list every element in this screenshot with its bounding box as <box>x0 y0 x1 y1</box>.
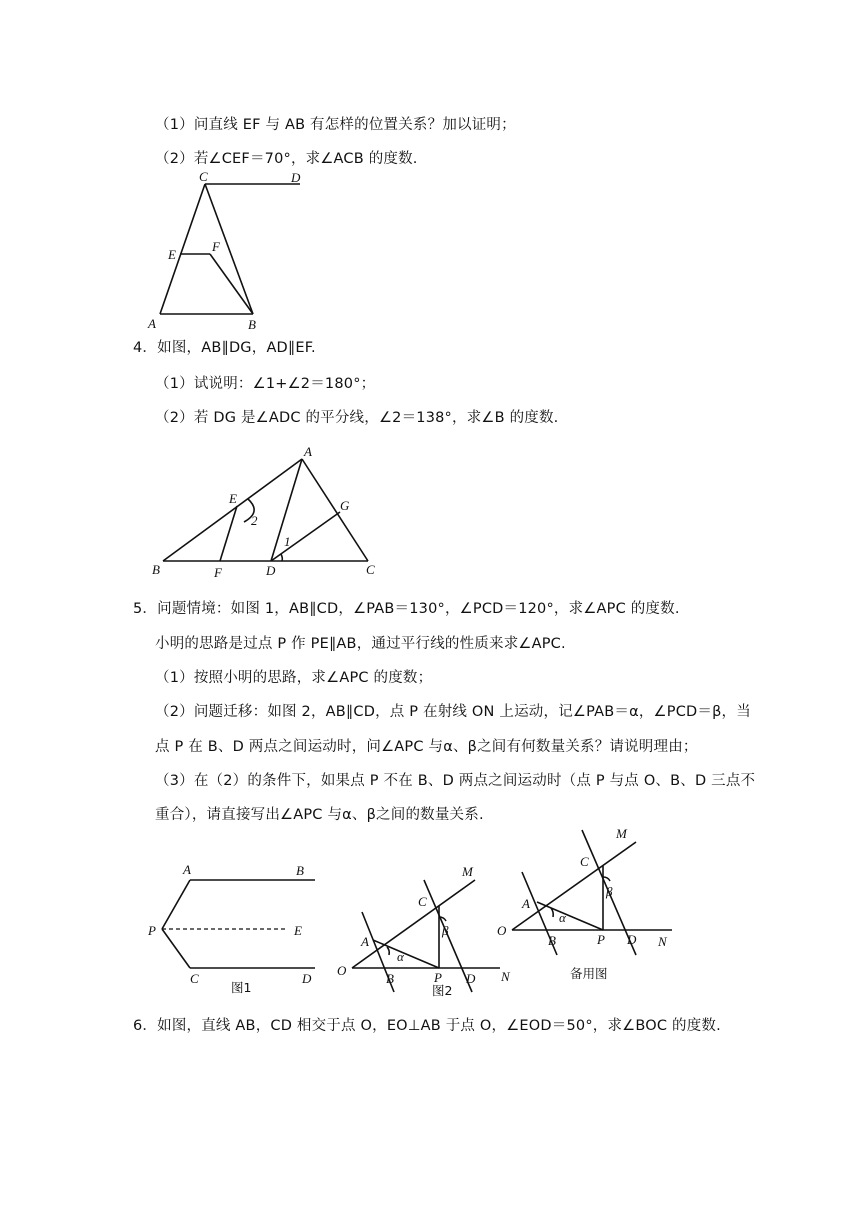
fig3-line-ap <box>537 902 603 930</box>
q3-label-f: F <box>212 239 220 254</box>
fig1-label-p: P <box>148 923 156 938</box>
fig3-label-m: M <box>616 826 627 841</box>
q4-label-e: E <box>229 491 237 506</box>
fig3-label-n: N <box>658 934 667 949</box>
fig2-label-b: B <box>386 971 394 986</box>
q5-part2-line1: （2）问题迁移：如图 2，AB∥CD，点 P 在射线 ON 上运动，记∠PAB＝α，∠PCD＝β，当 <box>155 704 751 720</box>
q3-label-a: A <box>148 316 156 331</box>
fig2-caption: 图2 <box>432 983 453 998</box>
fig3-label-a: A <box>522 896 530 911</box>
fig1-label-a: A <box>183 862 191 877</box>
q4-label-2: 2 <box>251 513 258 528</box>
fig2-label-a: A <box>361 934 369 949</box>
q4-label-d: D <box>266 563 276 578</box>
q4-label-a: A <box>304 444 312 459</box>
q4-part1: （1）试说明：∠1+∠2＝180°； <box>155 376 376 392</box>
q5-part1: （1）按照小明的思路，求∠APC 的度数； <box>155 670 433 686</box>
fig3-label-c: C <box>580 854 589 869</box>
fig3-label-d: D <box>627 932 637 947</box>
q4-label-1: 1 <box>284 534 291 549</box>
q5-idea: 小明的思路是过点 P 作 PE∥AB，通过平行线的性质来求∠APC. <box>155 636 566 652</box>
q5-part3-line1: （3）在（2）的条件下，如果点 P 不在 B、D 两点之间运动时（点 P 与点 O、B、D 三点不 <box>155 773 756 789</box>
q4-label-b: B <box>152 562 160 577</box>
q4-label-f: F <box>214 565 222 580</box>
q5-title: 5．问题情境：如图 1，AB∥CD，∠PAB＝130°，∠PCD＝120°，求∠APC 的度数. <box>133 601 680 617</box>
fig2-label-alpha: α <box>397 949 404 964</box>
fig1-label-b: B <box>296 863 304 878</box>
q3-part1: （1）问直线 EF 与 AB 有怎样的位置关系？加以证明； <box>155 117 516 133</box>
q4-label-g: G <box>340 498 350 513</box>
q5-part3-line2: 重合），请直接写出∠APC 与α、β之间的数量关系. <box>155 807 484 823</box>
fig1-label-d: D <box>302 971 312 986</box>
q4-part2: （2）若 DG 是∠ADC 的平分线，∠2＝138°，求∠B 的度数. <box>155 410 559 426</box>
q3-label-b: B <box>248 317 256 332</box>
fig2-label-beta: β <box>442 923 449 938</box>
fig3-label-p: P <box>597 932 605 947</box>
q6-title: 6．如图，直线 AB，CD 相交于点 O，EO⊥AB 于点 O，∠EOD＝50°，求∠BOC 的度数. <box>133 1018 721 1034</box>
fig3-caption: 备用图 <box>570 966 608 981</box>
q4-title: 4．如图，AB∥DG，AD∥EF. <box>133 340 316 356</box>
fig2-label-p: P <box>434 970 442 985</box>
fig2-label-o: O <box>337 963 347 978</box>
q3-label-e: E <box>168 247 176 262</box>
fig2-label-c: C <box>418 894 427 909</box>
fig1-caption: 图1 <box>231 980 252 995</box>
fig3-line-om <box>512 842 636 930</box>
fig3-label-b: B <box>548 933 556 948</box>
fig2-label-n: N <box>501 969 510 984</box>
q3-label-d: D <box>291 170 301 185</box>
fig2-label-d: D <box>466 971 476 986</box>
q4-label-c: C <box>366 562 375 577</box>
q3-part2: （2）若∠CEF＝70°，求∠ACB 的度数. <box>155 151 418 167</box>
fig2-label-m: M <box>462 864 473 879</box>
q3-label-c: C <box>199 169 208 184</box>
q5-part2-line2: 点 P 在 B、D 两点之间运动时，问∠APC 与α、β之间有何数量关系？请说明理由； <box>155 739 698 755</box>
fig3-label-alpha: α <box>559 910 566 925</box>
fig1-label-e: E <box>294 923 302 938</box>
fig3-label-beta: β <box>606 884 613 899</box>
fig3-label-o: O <box>497 923 507 938</box>
fig1-label-c: C <box>190 971 199 986</box>
